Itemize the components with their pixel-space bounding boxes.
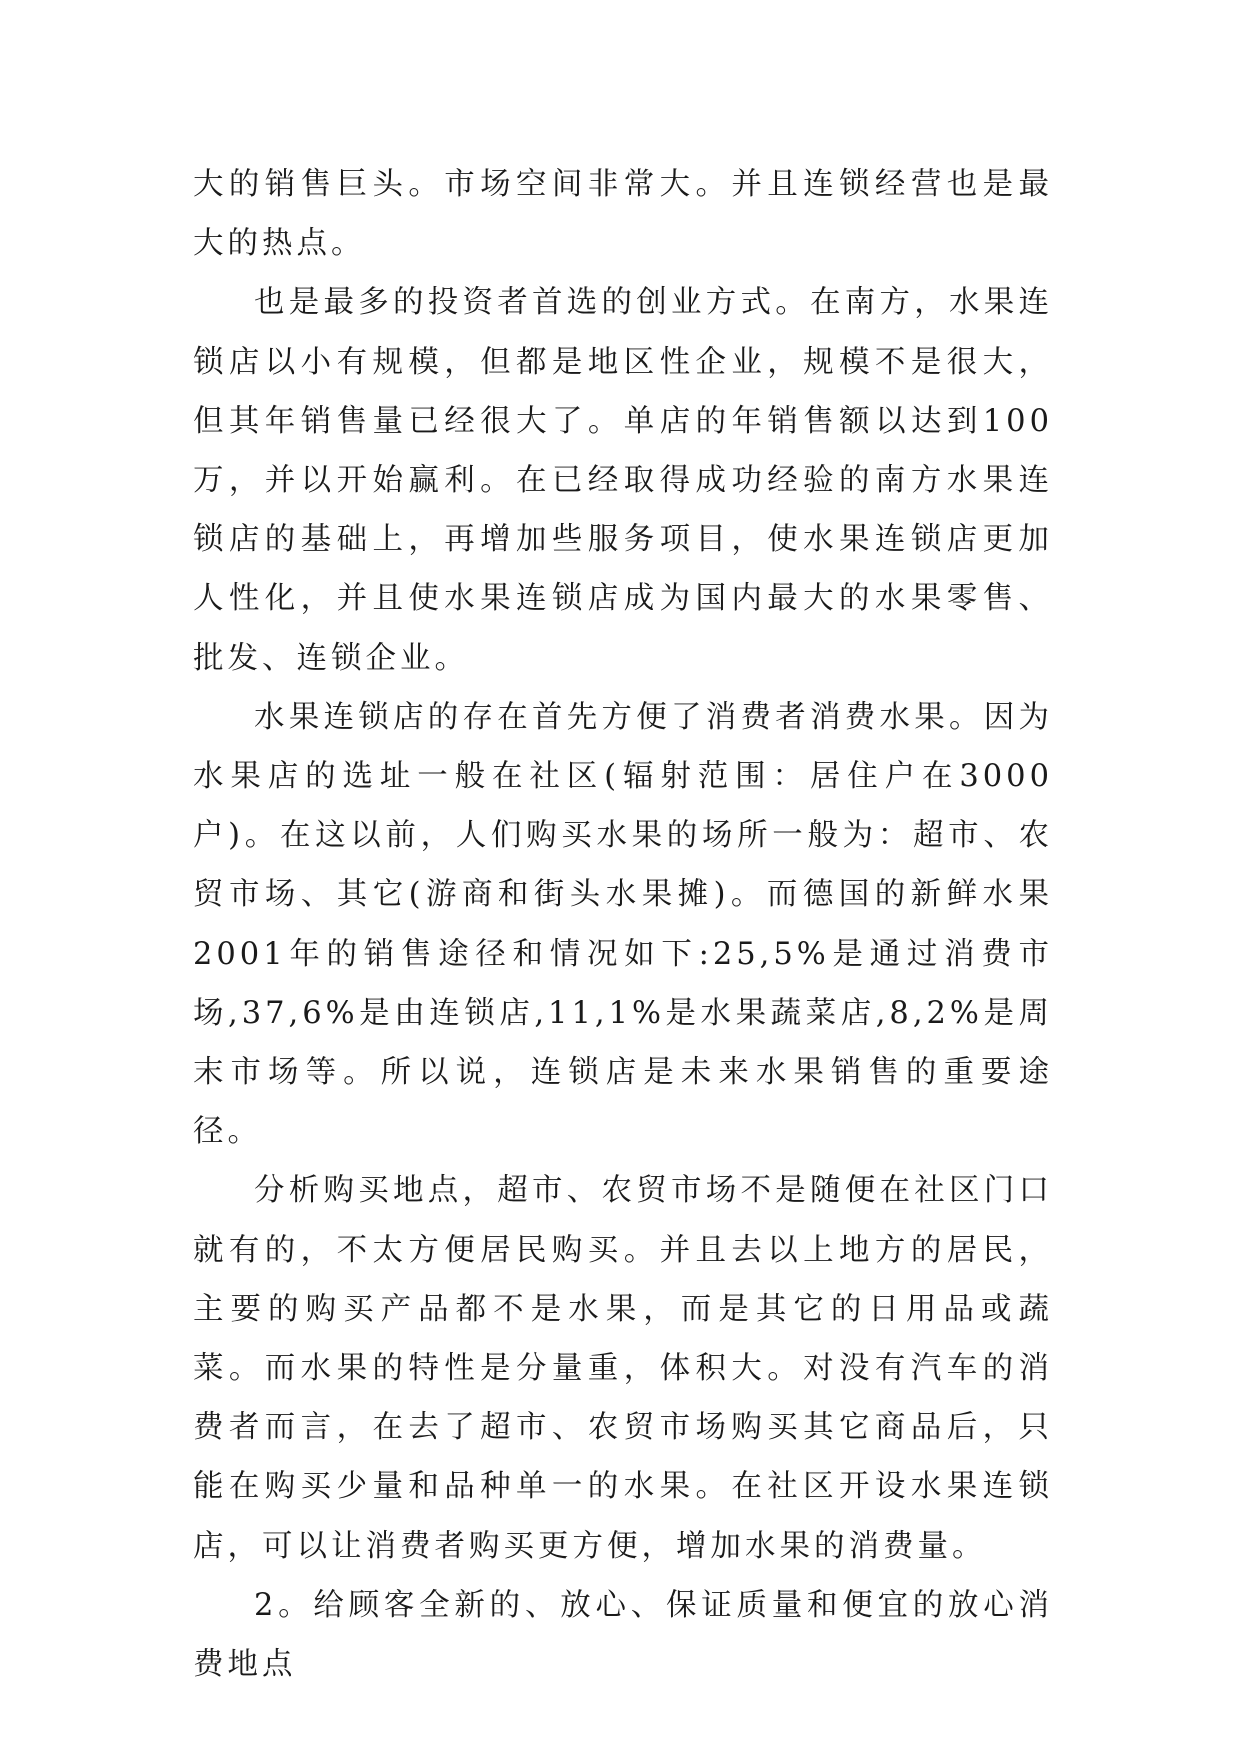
paragraph-section-2: 2。给顾客全新的、放心、保证质量和便宜的放心消费地点	[193, 1587, 1053, 1683]
paragraph-purchase-location: 分析购买地点，超市、农贸市场不是随便在社区门口就有的，不太方便居民购买。并且去以上地方的居民，主要的购买产品都不是水果，而是其它的日用品或蔬菜。而水果的特性是分量重，体积大。对没有汽车的消费者而言，在去了超市、农贸市场购买其它商品后，只能在购买少量和品种单一的水果。在社区开设水果连锁店，可以让消费者购买更方便，增加水果的消费量。	[193, 1173, 1053, 1564]
paragraph-continuation: 大的销售巨头。市场空间非常大。并且连锁经营也是最大的热点。	[193, 167, 1053, 262]
paragraph-investment: 也是最多的投资者首选的创业方式。在南方，水果连锁店以小有规模，但都是地区性企业，规模不是很大，但其年销售量已经很大了。单店的年销售额以达到100万，并以开始赢利。在已经取得成功经验的南方水果连锁店的基础上，再增加些服务项目，使水果连锁店更加人性化，并且使水果连锁店成为国内最大的水果零售、批发、连锁企业。	[193, 285, 1053, 676]
paragraph-convenience: 水果连锁店的存在首先方便了消费者消费水果。因为水果店的选址一般在社区(辐射范围：居住户在3000户)。在这以前，人们购买水果的场所一般为：超市、农贸市场、其它(游商和街头水果摊)。而德国的新鲜水果2001年的销售途径和情况如下:25,5%是通过消费市场,37,6%是由连锁店,11,1%是水果蔬菜店,8,2%是周末市场等。所以说，连锁店是未来水果销售的重要途径。	[193, 699, 1053, 1150]
document-body	[193, 155, 1053, 1694]
